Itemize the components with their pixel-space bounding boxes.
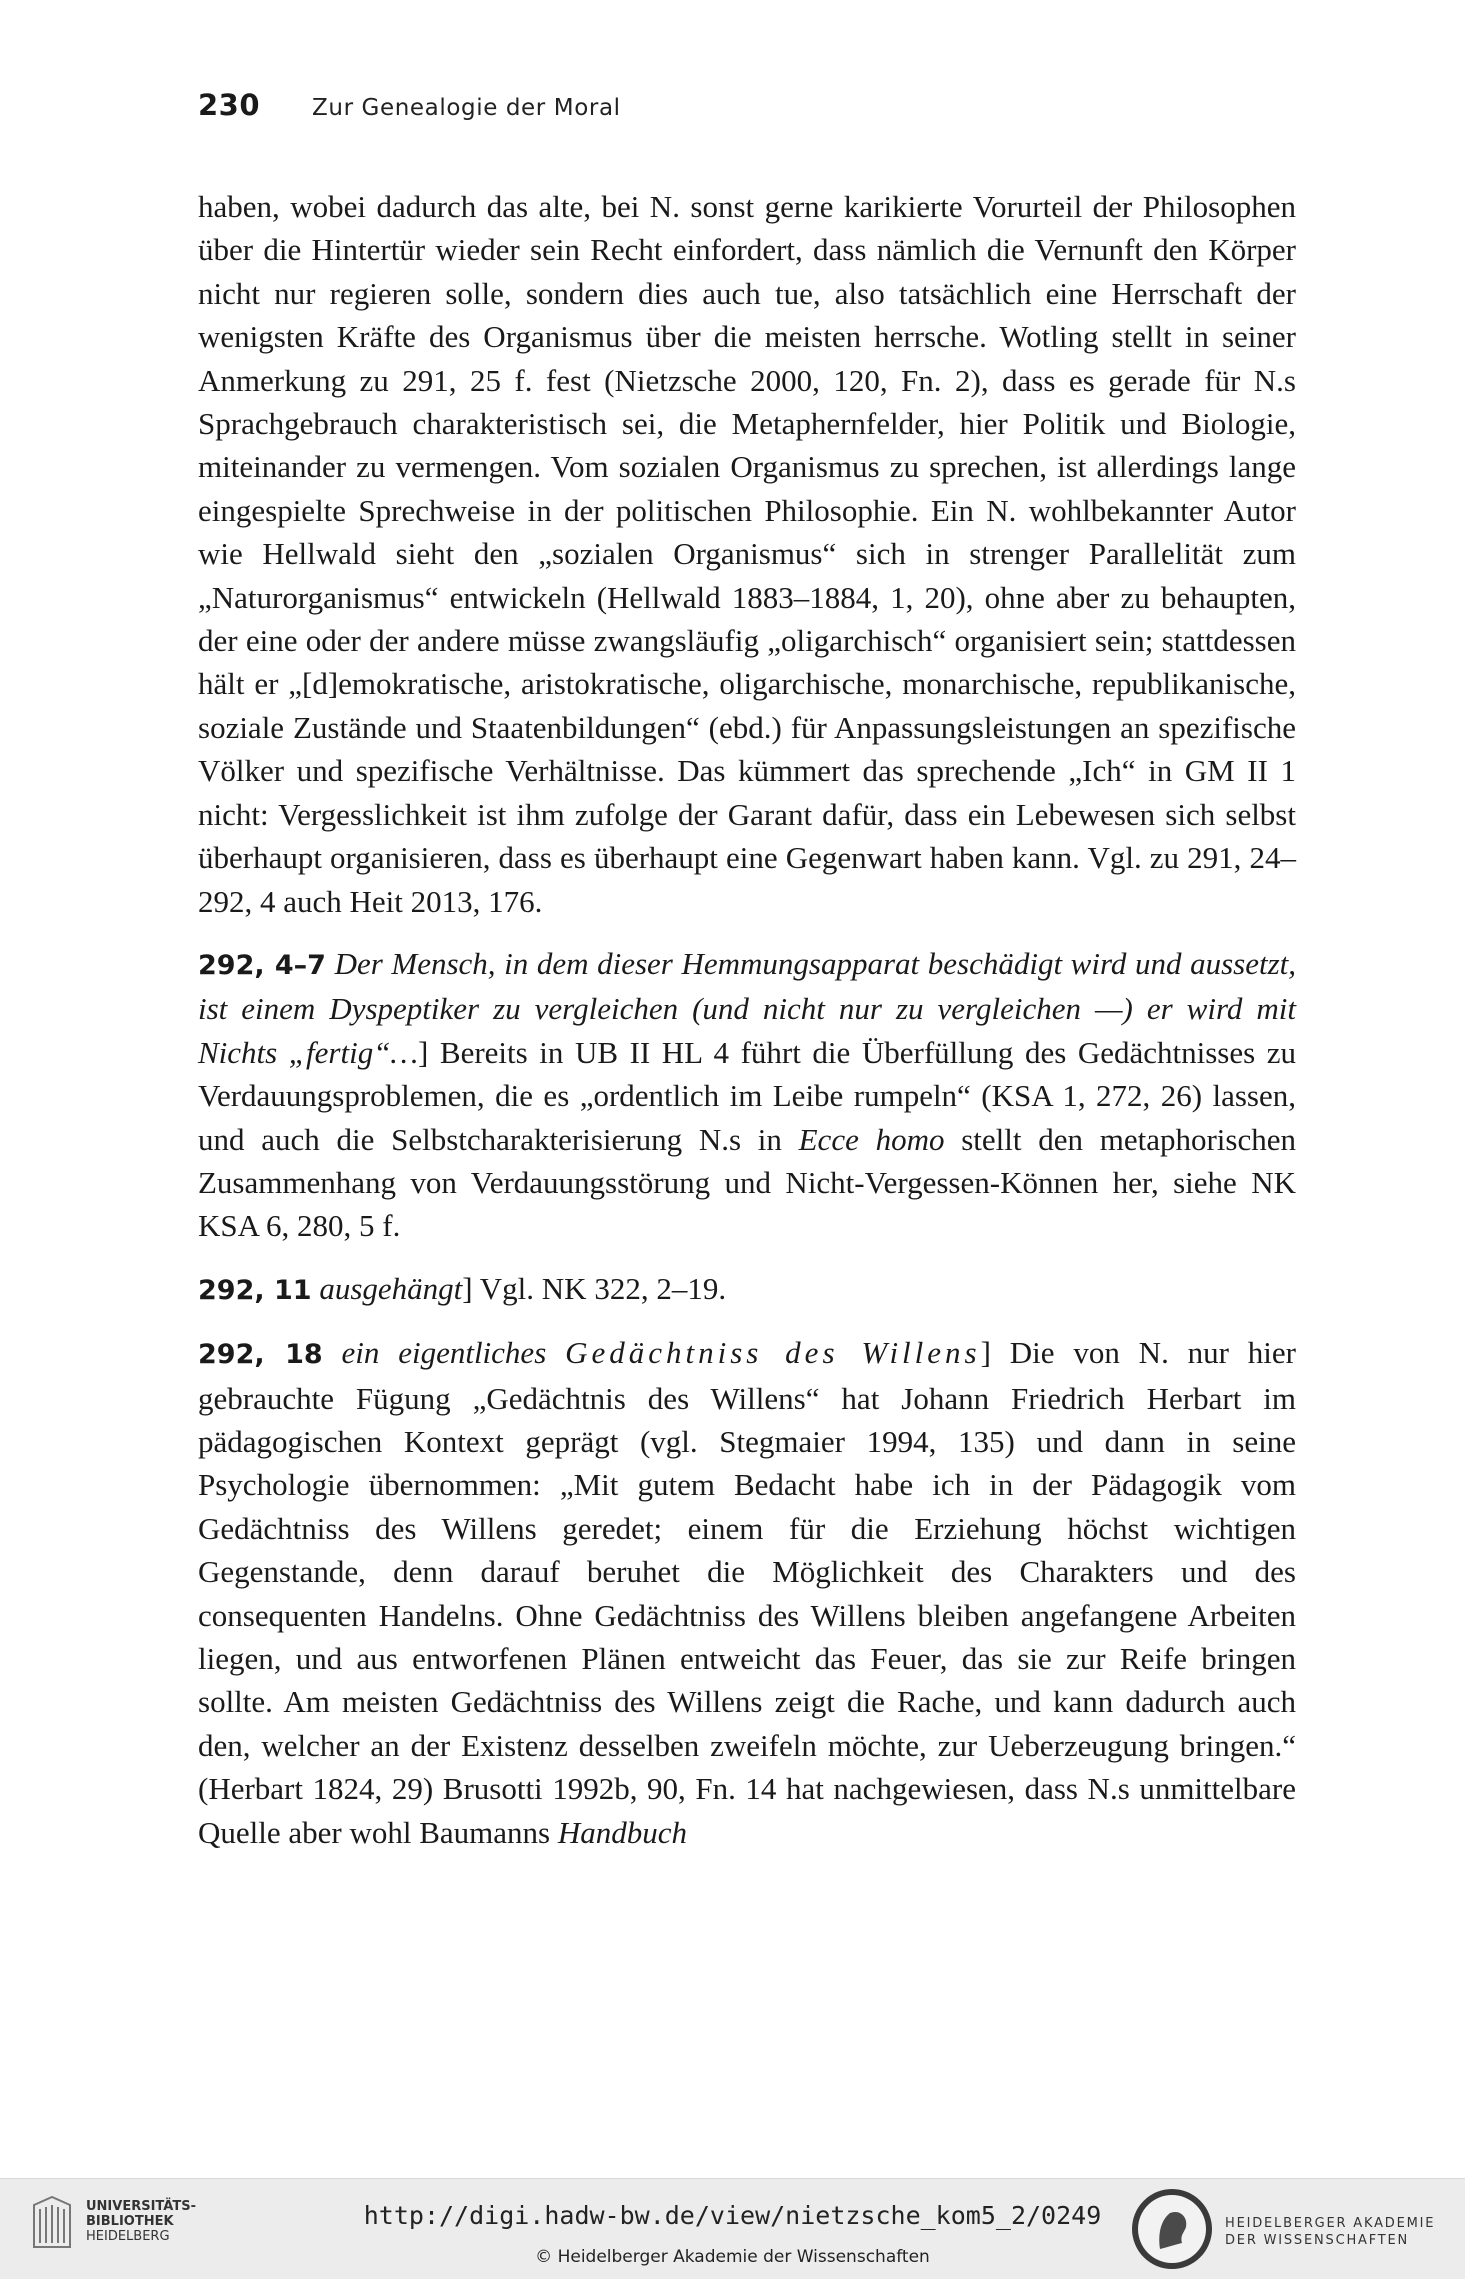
commentary-entry: [198, 1331, 1296, 1854]
library-name: UNIVERSITÄTS- BIBLIOTHEK HEIDELBERG: [86, 2199, 196, 2244]
commentary-entry: [198, 1267, 1296, 1312]
running-title: Zur Genealogie der Moral: [312, 95, 621, 121]
comment-text: stellt den metaphorischen Zusammenhang von Verdauungsstörung und Nicht-Vergessen-Können her, siehe NK KSA 6, 280, 5 f.: [198, 1121, 1296, 1244]
copyright-notice: © Heidelberger Akademie der Wissenschaften: [535, 2247, 930, 2267]
running-header: [198, 88, 621, 128]
work-title: Handbuch: [557, 1814, 688, 1850]
lemma-spaced: Gedächtniss des Willens: [565, 1335, 981, 1371]
lemma: ein eigentliches: [341, 1335, 566, 1371]
commentary-body: [198, 185, 1296, 1854]
academy-seal-icon: [1130, 2187, 1214, 2271]
academy-name: HEIDELBERGER AKADEMIE DER WISSENSCHAFTEN: [1225, 2216, 1436, 2248]
comment-text: ] Vgl. NK 322, 2–19.: [462, 1270, 727, 1306]
page-number: 230: [198, 88, 261, 122]
permalink-url[interactable]: http://digi.hadw-bw.de/view/nietzsche_kom5_2/0249: [363, 2201, 1102, 2230]
comment-text: ] Die von N. nur hier gebrauchte Fügung „Gedächtnis des Willens“ hat Johann Friedrich Herbart im pädagogischen Kontext geprägt (vgl. Stegmaier 1994, 135) und dann in seine Psychologie übernommen: „Mit gutem Bedacht habe ich in der Pädagogik vom Gedächtniss des Willens geredet; einem für die Erziehung höchst wichtigen Gegenstande, denn darauf beruhet die Möglichkeit des Charakters und des consequenten Handelns. Ohne Gedächtniss des Willens bleiben angefangene Arbeiten liegen, und aus entworfenen Plänen entweicht das Feuer, das sie zur Reife bringen sollte. Am meisten Gedächtniss des Willens zeigt die Rache, und kann dadurch auch den, welcher an der Existenz desselben zweifeln möchte, zur Ueberzeugung bringen.“ (Herbart 1824, 29) Brusotti 1992b, 90, Fn. 14 hat nachgewiesen, dass N.s unmittelbare Quelle aber wohl Baumanns: [198, 1335, 1296, 1850]
line-reference: 292, 18: [198, 1339, 323, 1371]
paragraph-text: haben, wobei dadurch das alte, bei N. sonst gerne karikierte Vorurteil der Philosophen über die Hintertür wieder sein Recht einfordert, dass nämlich die Vernunft den Körper nicht nur regieren solle, sondern dies auch tue, also tatsächlich eine Herrschaft der wenigsten Kräfte des Organismus über die meisten herrsche. Wotling stellt in seiner Anmerkung zu 291, 25 f. fest (Nietzsche 2000, 120, Fn. 2), dass es gerade für N.s Sprachgebrauch charakteristisch sei, die Metaphernfelder, hier Politik und Biologie, miteinander zu vermengen. Vom sozialen Organismus zu sprechen, ist allerdings lange eingespielte Sprechweise in der politischen Philosophie. Ein N. wohlbekannter Autor wie Hellwald sieht den „sozialen Organismus“ sich in strenger Parallelität zum „Naturorganismus“ entwickeln (Hellwald 1883–1884, 1, 20), ohne aber zu behaupten, der eine oder der andere müsse zwangsläufig „oligarchisch“ organisiert sein; stattdessen hält er „[d]emokratische, aristokratische, oligarchische, monarchische, republikanische, soziale Zustände und Staatenbildungen“ (ebd.) für Anpassungsleistungen an spezifische Völker und spezifische Verhältnisse. Das kümmert das sprechende „Ich“ in GM II 1 nicht: Vergesslichkeit ist ihm zufolge der Garant dafür, dass ein Lebewesen sich selbst überhaupt organisieren, dass es überhaupt eine Gegenwart haben kann. Vgl. zu 291, 24–292, 4 auch Heit 2013, 176.: [198, 189, 1296, 919]
line-reference: 292, 11: [198, 1274, 312, 1306]
viewer-footer: [0, 2178, 1465, 2279]
lemma: ausgehängt: [319, 1270, 463, 1306]
lemma: Der Mensch, in dem dieser Hemmungsapparat beschädigt wird und aussetzt, ist einem Dyspeptiker zu vergleichen (und nicht nur zu vergleichen —) er wird mit Nichts „fertig“…: [198, 945, 1297, 1070]
paragraph: [198, 185, 1296, 923]
commentary-entry: [198, 942, 1296, 1248]
line-reference: 292, 4–7: [198, 949, 326, 981]
work-title: Ecce homo: [798, 1121, 945, 1157]
comment-text: ] Bereits in UB II HL 4 führt die Überfüllung des Gedächtnisses zu Verdauungsproblemen, die es „ordentlich im Leibe rumpeln“ (KSA 1, 272, 26) lassen, und auch die Selbstcharakterisierung N.s in: [198, 1034, 1296, 1157]
